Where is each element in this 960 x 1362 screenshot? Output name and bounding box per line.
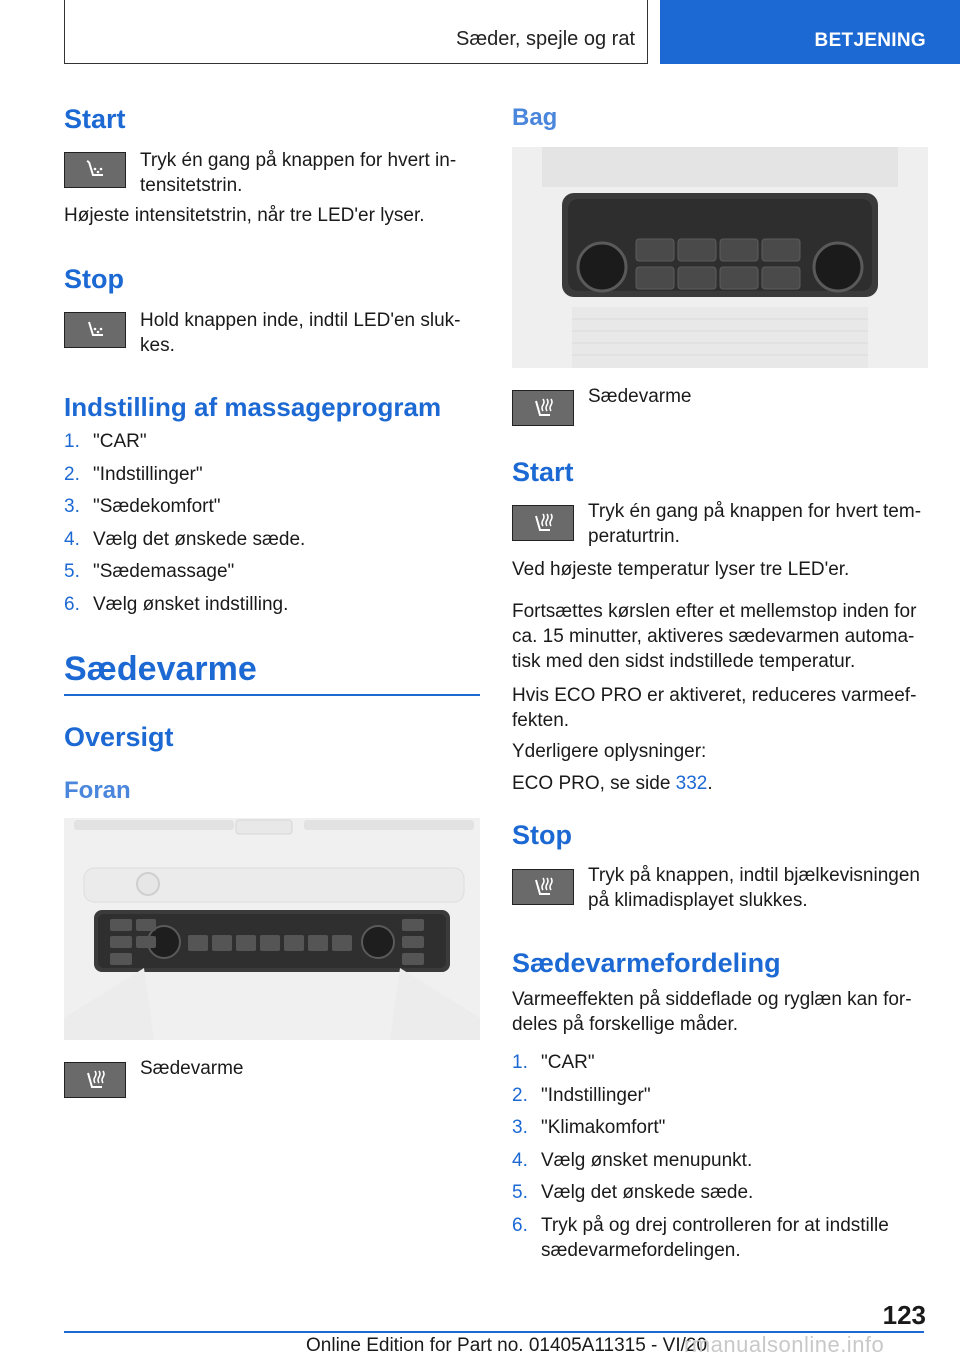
start-heading: Start <box>64 104 126 134</box>
section-divider <box>64 694 480 696</box>
massage-steps-list <box>64 429 464 624</box>
rear-stop-heading: Stop <box>512 820 572 850</box>
list-item: 5. "Sædemassage" <box>64 561 235 582</box>
page-link[interactable]: 332 <box>675 773 708 794</box>
edition-text: Online Edition for Part no. 01405A11315 - VI/20 <box>306 1335 708 1356</box>
eco-pro-paragraph: Hvis ECO PRO er aktiveret, reduceres varmeef- fekten. <box>512 685 917 731</box>
distribution-heading: Sædevarmefordeling <box>512 948 781 978</box>
distribution-text: Varmeeffekten på siddeflade og ryglæn kan for- deles på forskellige måder. <box>512 989 912 1035</box>
seat-heating-icon <box>512 505 574 541</box>
header-section-box <box>64 0 648 64</box>
rear-stop-instruction: Tryk på knappen, indtil bjælkevisningen på klimadisplayet slukkes. <box>588 865 920 911</box>
massage-heading: Indstilling af massageprogram <box>64 392 442 422</box>
stop-heading: Stop <box>64 264 124 294</box>
start-instruction: Tryk én gang på knappen for hvert in- tensitetstrin. <box>140 150 457 196</box>
seat-heating-icon <box>512 390 574 426</box>
list-item: 2. "Indstillinger" <box>512 1084 651 1106</box>
front-climate-panel-photo <box>64 818 480 1040</box>
more-info-label: Yderligere oplysninger: <box>512 741 707 762</box>
list-item: 3. "Sædekomfort" <box>64 496 221 517</box>
list-item: 6. Vælg ønsket indstilling. <box>64 593 289 615</box>
distribution-steps-list <box>512 1050 928 1270</box>
list-item: 1. "CAR" <box>64 431 147 452</box>
stop-instruction: Hold knappen inde, indtil LED'en sluk- kes. <box>140 310 461 356</box>
rear-climate-panel-photo <box>512 147 928 368</box>
seat-massage-icon <box>64 152 126 188</box>
overview-heading: Oversigt <box>64 722 174 752</box>
header-chapter-tab <box>660 0 960 64</box>
start-note: Højeste intensitetstrin, når tre LED'er lyser. <box>64 205 425 226</box>
list-item: 3. "Klimakomfort" <box>512 1117 666 1138</box>
list-item: 2. "Indstillinger" <box>64 463 203 485</box>
list-item: 4. Vælg det ønskede sæde. <box>64 528 306 550</box>
front-heading: Foran <box>64 777 131 804</box>
list-item: 1. "CAR" <box>512 1052 595 1073</box>
rear-heading: Bag <box>512 104 558 131</box>
header-section-title: Sæder, spejle og rat <box>456 28 635 50</box>
front-icon-label: Sædevarme <box>140 1058 244 1079</box>
section-heading-seat-heating: Sædevarme <box>64 650 257 688</box>
rear-icon-label: Sædevarme <box>588 386 692 407</box>
continue-driving-paragraph: Fortsættes kørslen efter et mellemstop inden for ca. 15 minutter, aktiveres sædevarmen automa- tisk med den sidst indstillede temperatur. <box>512 601 917 672</box>
page-number: 123 <box>882 1300 926 1330</box>
rear-start-instruction: Tryk én gang på knappen for hvert tem- peraturtrin. <box>588 501 922 547</box>
seat-heating-icon <box>64 1062 126 1098</box>
seat-heating-icon <box>512 869 574 905</box>
eco-pro-reference: ECO PRO, se side 332. <box>512 773 713 794</box>
rear-start-heading: Start <box>512 457 574 487</box>
rear-start-note: Ved højeste temperatur lyser tre LED'er. <box>512 559 850 580</box>
watermark: rmanualsonline.info <box>684 1332 885 1357</box>
list-item: 4. Vælg ønsket menupunkt. <box>512 1149 753 1171</box>
seat-massage-icon <box>64 312 126 348</box>
list-item: 6. Tryk på og drej controlleren for at indstille sædevarmefordelingen. <box>512 1214 889 1261</box>
header-chapter-label: BETJENING <box>814 30 926 51</box>
list-item: 5. Vælg det ønskede sæde. <box>512 1182 754 1203</box>
